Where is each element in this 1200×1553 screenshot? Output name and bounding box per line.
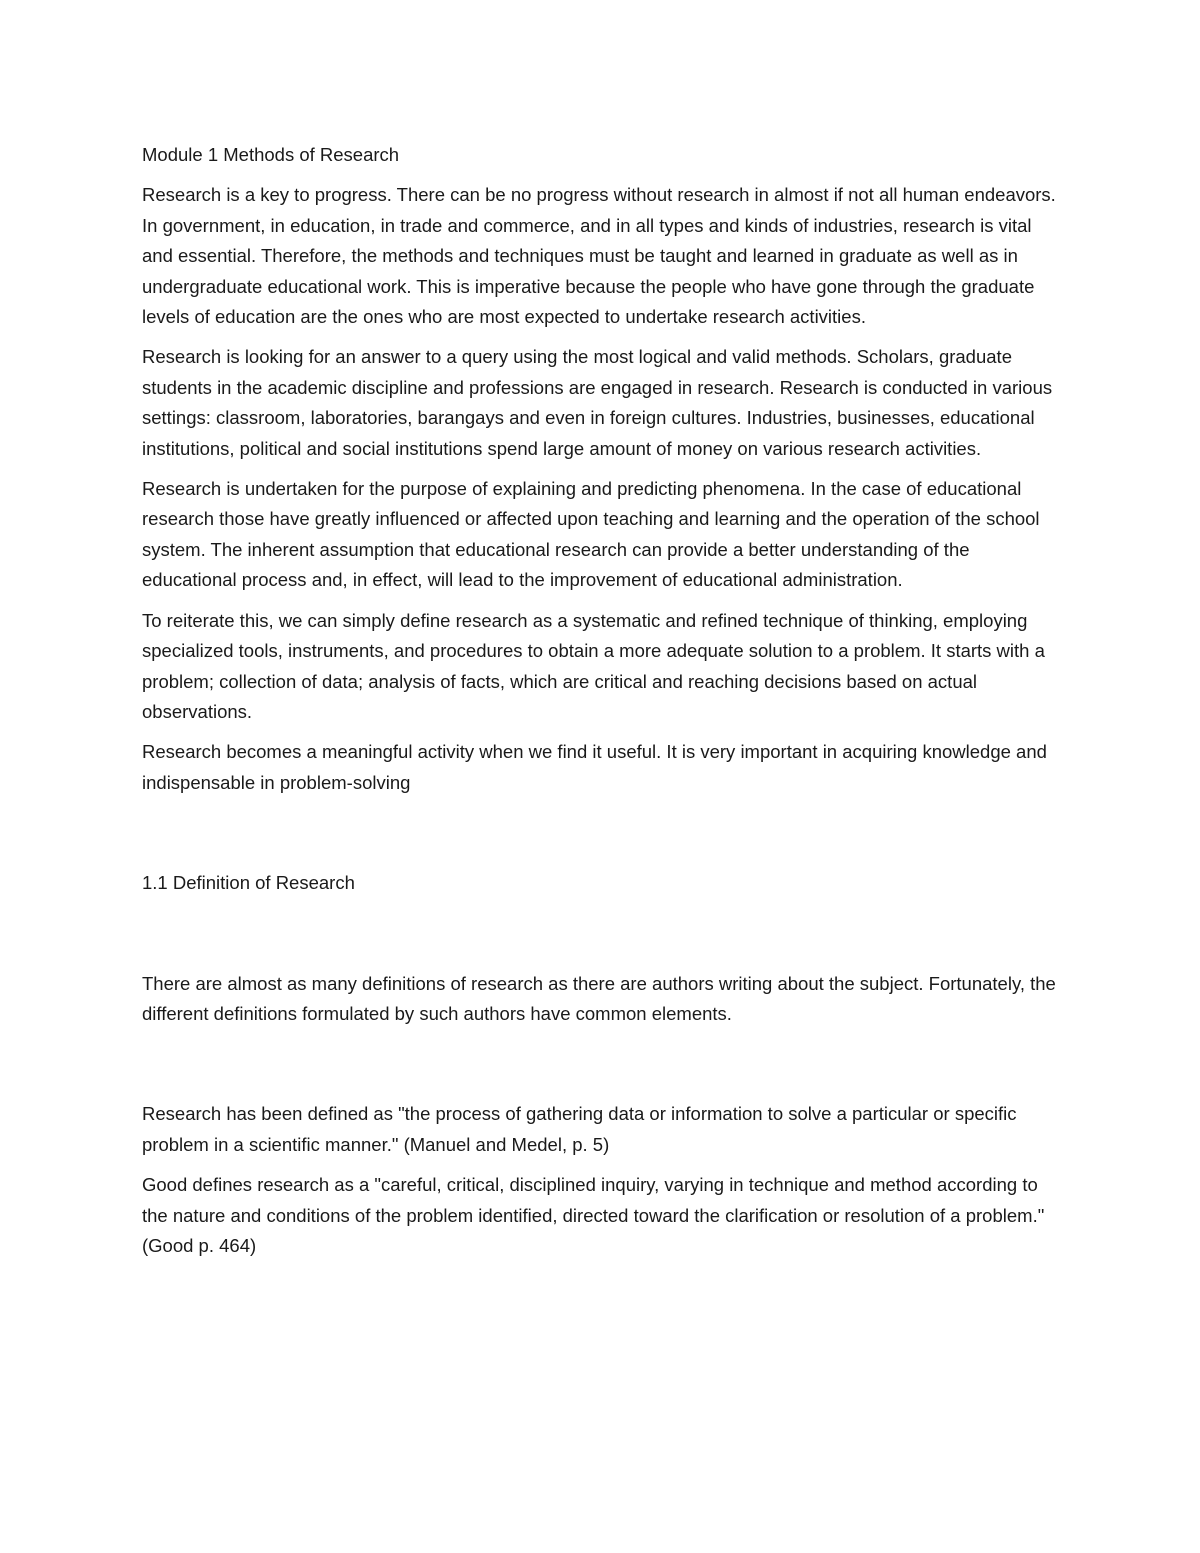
document-title: Module 1 Methods of Research	[142, 144, 400, 165]
section-heading: 1.1 Definition of Research	[142, 872, 355, 894]
paragraph-purpose: Research is undertaken for the purpose of explaining and predicting phenomena. In the case of educational research those have greatly influenced or affected upon teaching and learning and the operation of the school system. The inherent assumption that educational research can provide a better understanding of the educational process and, in effect, will lead to the improvement of educational administration.	[142, 478, 1040, 591]
paragraph-intro: Research is a key to progress. There can be no progress without research in almost if not all human endeavors. In government, in education, in trade and commerce, and in all types and kinds of industries, research is vital and essential. Therefore, the methods and techniques must be taught and learned in graduate as well as in undergraduate educational work. This is imperative because the people who have gone through the graduate levels of education are the ones who are most expected to undertake research activities.	[142, 184, 1056, 328]
document-body	[142, 140, 1067, 1271]
paragraph-reiterate: To reiterate this, we can simply define research as a systematic and refined technique of thinking, employing specialized tools, instruments, and procedures to obtain a more adequate solution to a problem. It starts with a problem; collection of data; analysis of facts, which are critical and reaching decisions based on actual observations.	[142, 609, 1045, 722]
definitions-intro: There are almost as many definitions of research as there are authors writing about the subject. Fortunately, the different definitions formulated by such authors have common elements.	[142, 972, 1056, 1024]
paragraph-query: Research is looking for an answer to a query using the most logical and valid methods. Scholars, graduate students in the academic discipline and professions are engaged in research. Research is conducted in various settings: classroom, laboratories, barangays and even in foreign cultures. Industries, businesses, educational institutions, political and social institutions spend large amount of money on various research activities.	[142, 346, 1053, 459]
paragraph-meaningful: Research becomes a meaningful activity when we find it useful. It is very important in acquiring knowledge and indispensable in problem-solving	[142, 741, 1047, 793]
definition-good: Good defines research as a "careful, critical, disciplined inquiry, varying in technique and method according to the nature and conditions of the problem identified, directed toward the clarification or resolution of a problem." (Good p. 464)	[142, 1174, 1045, 1256]
definition-manuel-medel: Research has been defined as "the process of gathering data or information to solve a particular or specific problem in a scientific manner." (Manuel and Medel, p. 5)	[142, 1103, 1017, 1155]
